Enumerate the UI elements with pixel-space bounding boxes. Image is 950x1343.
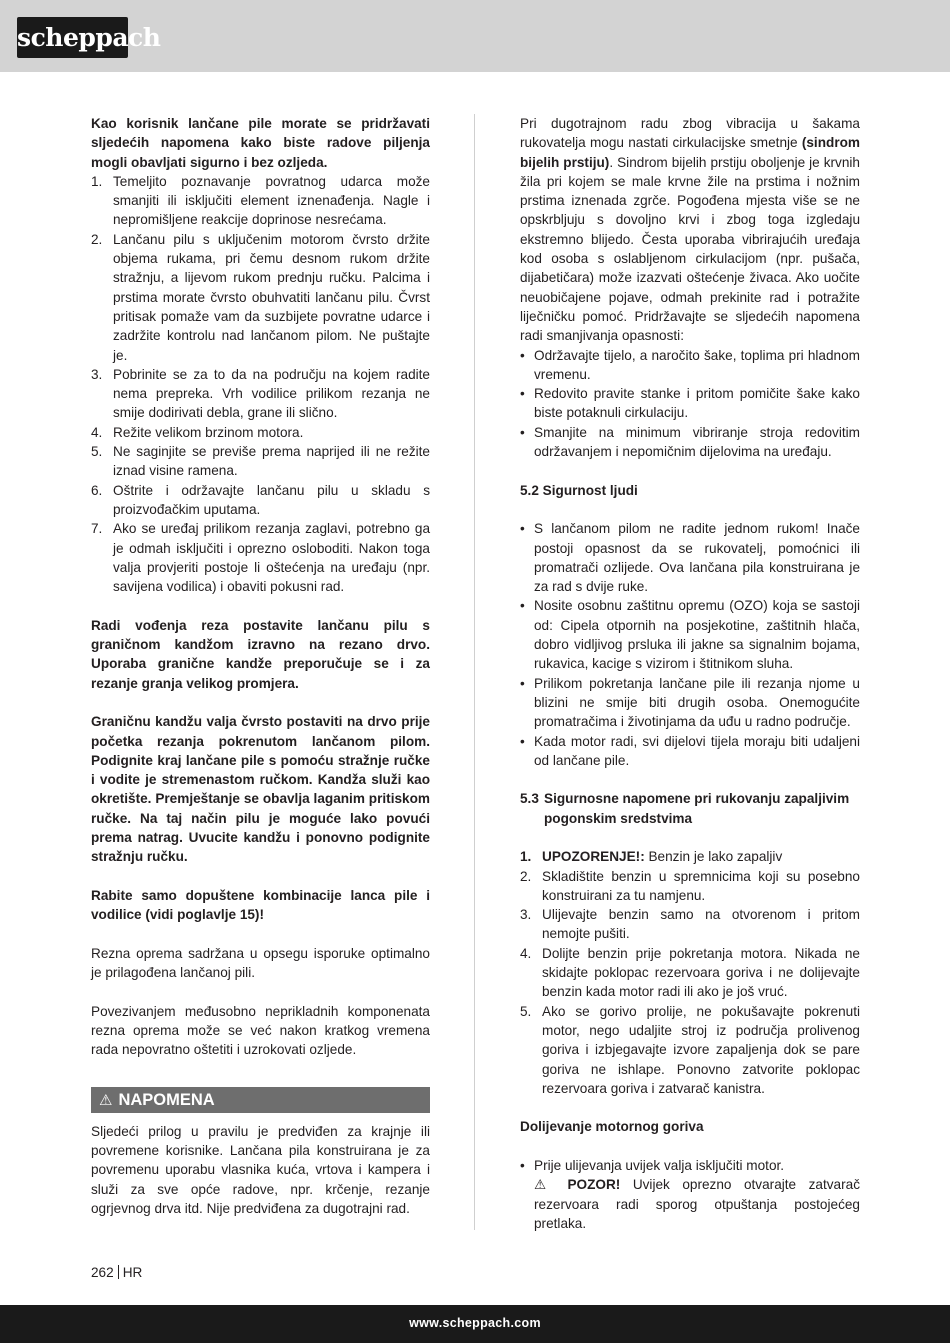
item-number: 2. [520, 868, 532, 884]
separator [118, 1265, 119, 1279]
list-item [91, 519, 430, 596]
right-column [520, 114, 860, 1233]
bold-term: (sindrom bijelih prstiju) [520, 135, 860, 170]
list-item: 2. Skladištite benzin u spremnicima koji su posebno konstruirani za tu namjenu. [520, 868, 860, 903]
list-item [91, 365, 430, 423]
safety-people-bullets [520, 519, 860, 770]
item-number: 3. [520, 907, 532, 923]
list-item: • Održavajte tijelo, a naročito šake, toplima pri hladnom vremenu. [520, 347, 860, 382]
left-column [91, 114, 430, 1218]
section-number: 5.3 [520, 791, 539, 807]
list-item: • S lančanom pilom ne radite jednom rukom! Inače postoji opasnost da se rukovatelj, pomoćnici ili promatrači ozlijede. Ova lančana pila konstruirana je za rad s dvije ruke. [520, 521, 860, 595]
list-item [91, 442, 430, 481]
item-text: Oštrite i održavajte lančanu pilu u skladu s proizvođačkim uputama. [113, 482, 430, 517]
bullet: • [520, 424, 525, 440]
item-number: 4. [91, 424, 103, 440]
bold-paragraph: Graničnu kandžu valja čvrsto postaviti na drvo prije početka rezanja pokrenutom lančanom pilom. Podignite kraj lančane pile s pomoću stražnje ručke i vodite je stremenastom ručkom. Kandža služi kao okretište. Premještanje se obavlja laganim pritiskom ručke. Na taj način pilu je moguće lako povući prema natrag. Uvucite kandžu i ponovno podignite stražnju ručku. [91, 714, 430, 865]
item-number: 1. [520, 849, 532, 865]
footer-bar [0, 1305, 950, 1343]
bullet: • [520, 1158, 525, 1174]
intro-paragraph: Kao korisnik lančane pile morate se pridržavati sljedećih napomena kako biste radove piljenja mogli obavljati sigurno i bez ozljeda. [91, 116, 430, 170]
item-text: Temeljito poznavanje povratnog udarca može smanjiti ili isključiti element iznenađenja. Nagle i nepromišljene reakcije doprinose nesrećama. [113, 173, 430, 228]
list-item: • Prilikom pokretanja lančane pile ili rezanja njome u blizini ne smije biti drugih osoba. Onemogućite promatračima i životinjama da uđu u radno područje. [520, 675, 860, 730]
item-text: Ako se uređaj prilikom rezanja zaglavi, potrebno ga je odmah isključiti i oprezno osloboditi. Nakon toga valja provjeriti postoje li oštećenja na uređaju (npr. savijena vodilica) i obaviti pokusni rad. [113, 521, 430, 595]
bullet: • [520, 675, 525, 691]
warning-icon: ⚠ [99, 1091, 113, 1109]
item-number: 1. [91, 173, 103, 189]
paragraph: Povezivanjem međusobno neprikladnih komponenata rezna oprema može se već nakon kratkog vremena rada nepovratno oštetiti i uzrokovati ozljede. [91, 1003, 430, 1058]
item-number: 6. [91, 482, 103, 498]
fuel-list [520, 847, 860, 1098]
caution-icon: ⚠ [534, 1177, 555, 1193]
item-number: 3. [91, 366, 103, 382]
safety-rules-list [91, 172, 430, 597]
bullet: • [520, 347, 525, 363]
bold-paragraph: Radi vođenja reza postavite lančanu pilu s graničnom kandžom izravno na rezano drvo. Uporaba granične kandže preporučuje se i za rezanje granja velikog promjera. [91, 617, 430, 691]
caution-label: POZOR! [567, 1177, 621, 1193]
website-url: www.scheppach.com [409, 1316, 541, 1330]
list-item: 5. Ako se gorivo prolije, ne pokušavajte pokrenuti motor, nego udaljite stroj iz područja prolivenog goriva i izbjegavajte izvore zapaljenja dok se pare goriva ne ishlape. Ponovno zatvorite poklopac rezervoara goriva i zatvarač kanistra. [520, 1003, 860, 1096]
item-text: Režite velikom brzinom motora. [113, 424, 304, 440]
item-number: 2. [91, 231, 103, 247]
list-item: • Kada motor radi, svi dijelovi tijela moraju biti udaljeni od lančane pile. [520, 733, 860, 768]
bullet: • [520, 521, 525, 537]
paragraph: Rezna oprema sadržana u opsegu isporuke optimalno je prilagođena lančanoj pili. [91, 945, 430, 981]
header-bar [0, 0, 950, 72]
section-heading: 5.2 Sigurnost ljudi [520, 482, 638, 498]
list-item: • Nosite osobnu zaštitnu opremu (OZO) koja se sastoji od: Cipela otpornih na posjekotine, zaštitnih hlača, dobro vidljivog prsluka ili jakne sa signalnim bojama, rukavica, kacige s vizirom i štitnikom sluha. [520, 598, 860, 672]
item-number: 5. [520, 1003, 532, 1019]
item-number: 5. [91, 444, 103, 460]
vibration-paragraph: Pri dugotrajnom radu zbog vibracija u šakama rukovatelja mogu nastati cirkulacijske smetnje (sindrom bijelih prstiju). Sindrom bijelih prstiju oboljenje je krvnih žila pri kojem se male krvne žile na prstima i nožnim prstima iznenada zgrče. Pogođena mjesta više se ne opskrbljuju s dovoljno krvi i zbog toga izgledaju ekstremno blijedo. Česta uporaba vibrirajućih uređaja kod osoba s oslabljenom cirkulacijom (npr. pušača, dijabetičara) može izazvati oštećenje živaca. Ako uočite neuobičajene pojave, odmah prekinite rad i potražite liječničku pomoć. Pridržavajte se sljedećih napomena radi smanjivanja opasnosti: [520, 116, 860, 344]
list-item [91, 423, 430, 442]
list-item: 3. Ulijevajte benzin samo na otvorenom i pritom nemojte pušiti. [520, 907, 860, 942]
item-number: 4. [520, 945, 532, 961]
page-number: 262 HR [91, 1265, 143, 1280]
list-item [91, 481, 430, 520]
refuel-bullets [520, 1156, 860, 1233]
bold-paragraph: Rabite samo dopuštene kombinacije lanca pile i vodilice (vidi poglavlje 15)! [91, 887, 430, 923]
notice-heading [91, 1087, 430, 1113]
warning-label: UPOZORENJE!: [542, 849, 645, 865]
column-divider [474, 114, 475, 1230]
vibration-bullets [520, 346, 860, 462]
item-text: Pobrinite se za to da na području na kojem radite nema prepreka. Vrh vodilice prilikom rezanja ne smije dodirivati debla, grane ili slično. [113, 366, 430, 421]
notice-text: Sljedeći prilog u pravilu je predviđen za krajnje ili povremene korisnike. Lančana pila konstruirana je za povremenu uporabu vlasnika kuća, vrtova i kampera i služi za sve opće radove, npr. krčenje, rezanje ogrjevnog drva itd. Nije predviđena za dugotrajni rad. [91, 1123, 430, 1217]
bullet: • [520, 598, 525, 614]
bullet: • [520, 733, 525, 749]
subsection-heading: Dolijevanje motornog goriva [520, 1119, 704, 1135]
list-item: 4. Dolijte benzin prije pokretanja motora. Nikada ne skidajte poklopac rezervoara goriva i ne dolijevajte benzin kada motor radi ili ako je još vruć. [520, 945, 860, 1000]
item-number: 7. [91, 521, 103, 537]
notice-title: NAPOMENA [118, 1090, 215, 1109]
item-text: Ne saginjite se previše prema naprijed ili ne režite iznad visine ramena. [113, 444, 430, 479]
list-item: • Redovito pravite stanke i pritom pomičite šake kako biste potaknuli cirkulaciju. [520, 386, 860, 421]
bullet: • [520, 386, 525, 402]
list-item [91, 172, 430, 230]
section-heading [520, 789, 860, 828]
item-text: Lančanu pilu s uključenim motorom čvrsto držite objema rukama, pri čemu desnom rukom držite stražnju, a lijevom rukom prednju ručku. Palcima i prstima morate čvrsto obuhvatiti lančanu pilu. Čvrst pritisak pomaže vam da suzbijete povratne udarce i zadržite kontrolu nad lančanom pilom. Ne puštajte je. [113, 231, 430, 363]
list-item [91, 230, 430, 365]
list-item: • Smanjite na minimum vibriranje stroja redovitim održavanjem i nepomičnim dijelovima na uređaju. [520, 424, 860, 460]
list-item: • Prije ulijevanja uvijek valja isključiti motor. ⚠ POZOR! Uvijek oprezno otvarajte zatvarač rezervoara radi sporog otpuštanja postojećeg pretlaka. [520, 1158, 860, 1231]
list-item: 1. UPOZORENJE!: Benzin je lako zapaljiv [520, 847, 860, 866]
section-title: Sigurnosne napomene pri rukovanju zapaljivim pogonskim sredstvima [544, 791, 850, 826]
scheppach-logo: scheppach [17, 17, 128, 58]
